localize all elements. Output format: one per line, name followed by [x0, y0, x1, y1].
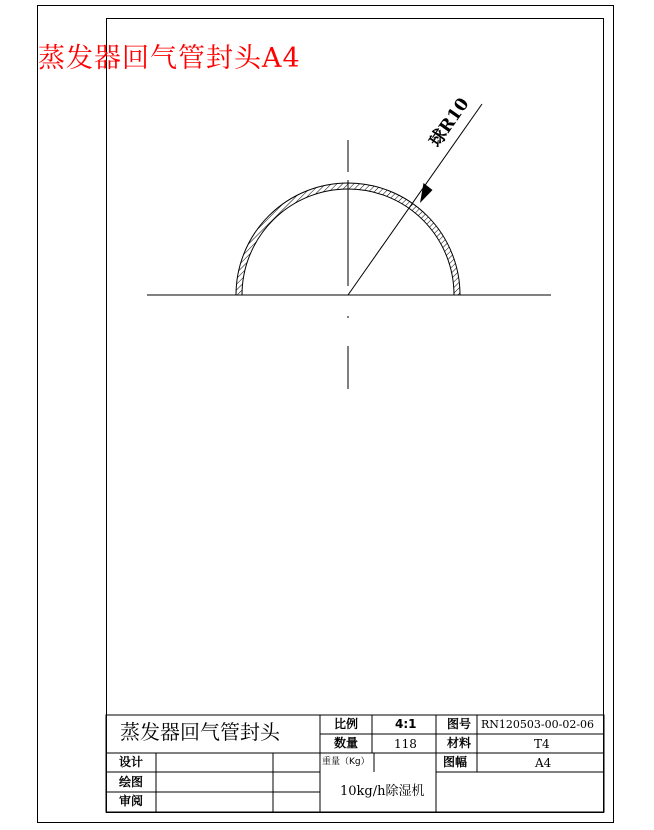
material-value: T4: [534, 737, 550, 751]
product-name: 10kg/h除湿机: [340, 784, 425, 799]
drafting-label: 绘图: [119, 775, 144, 789]
drawing-no-value: RN120503-00-02-06: [481, 718, 595, 731]
weight-label: 重量（Kg）: [322, 757, 370, 767]
sheet-size-value: A4: [535, 756, 552, 770]
part-name: 蒸发器回气管封头: [120, 720, 280, 744]
drawing-no-label: 图号: [447, 717, 472, 731]
sheet-size-label: 图幅: [443, 755, 468, 769]
review-label: 审阅: [119, 794, 144, 808]
design-label: 设计: [119, 755, 144, 769]
header-title: 蒸发器回气管封头A4: [38, 43, 301, 74]
quantity-label: 数量: [334, 736, 359, 750]
quantity-value: 118: [394, 737, 417, 751]
dimension-label: 球R10: [425, 94, 474, 151]
scale-label: 比例: [334, 717, 359, 731]
material-label: 材料: [447, 736, 472, 750]
scale-value: 4:1: [395, 717, 417, 731]
